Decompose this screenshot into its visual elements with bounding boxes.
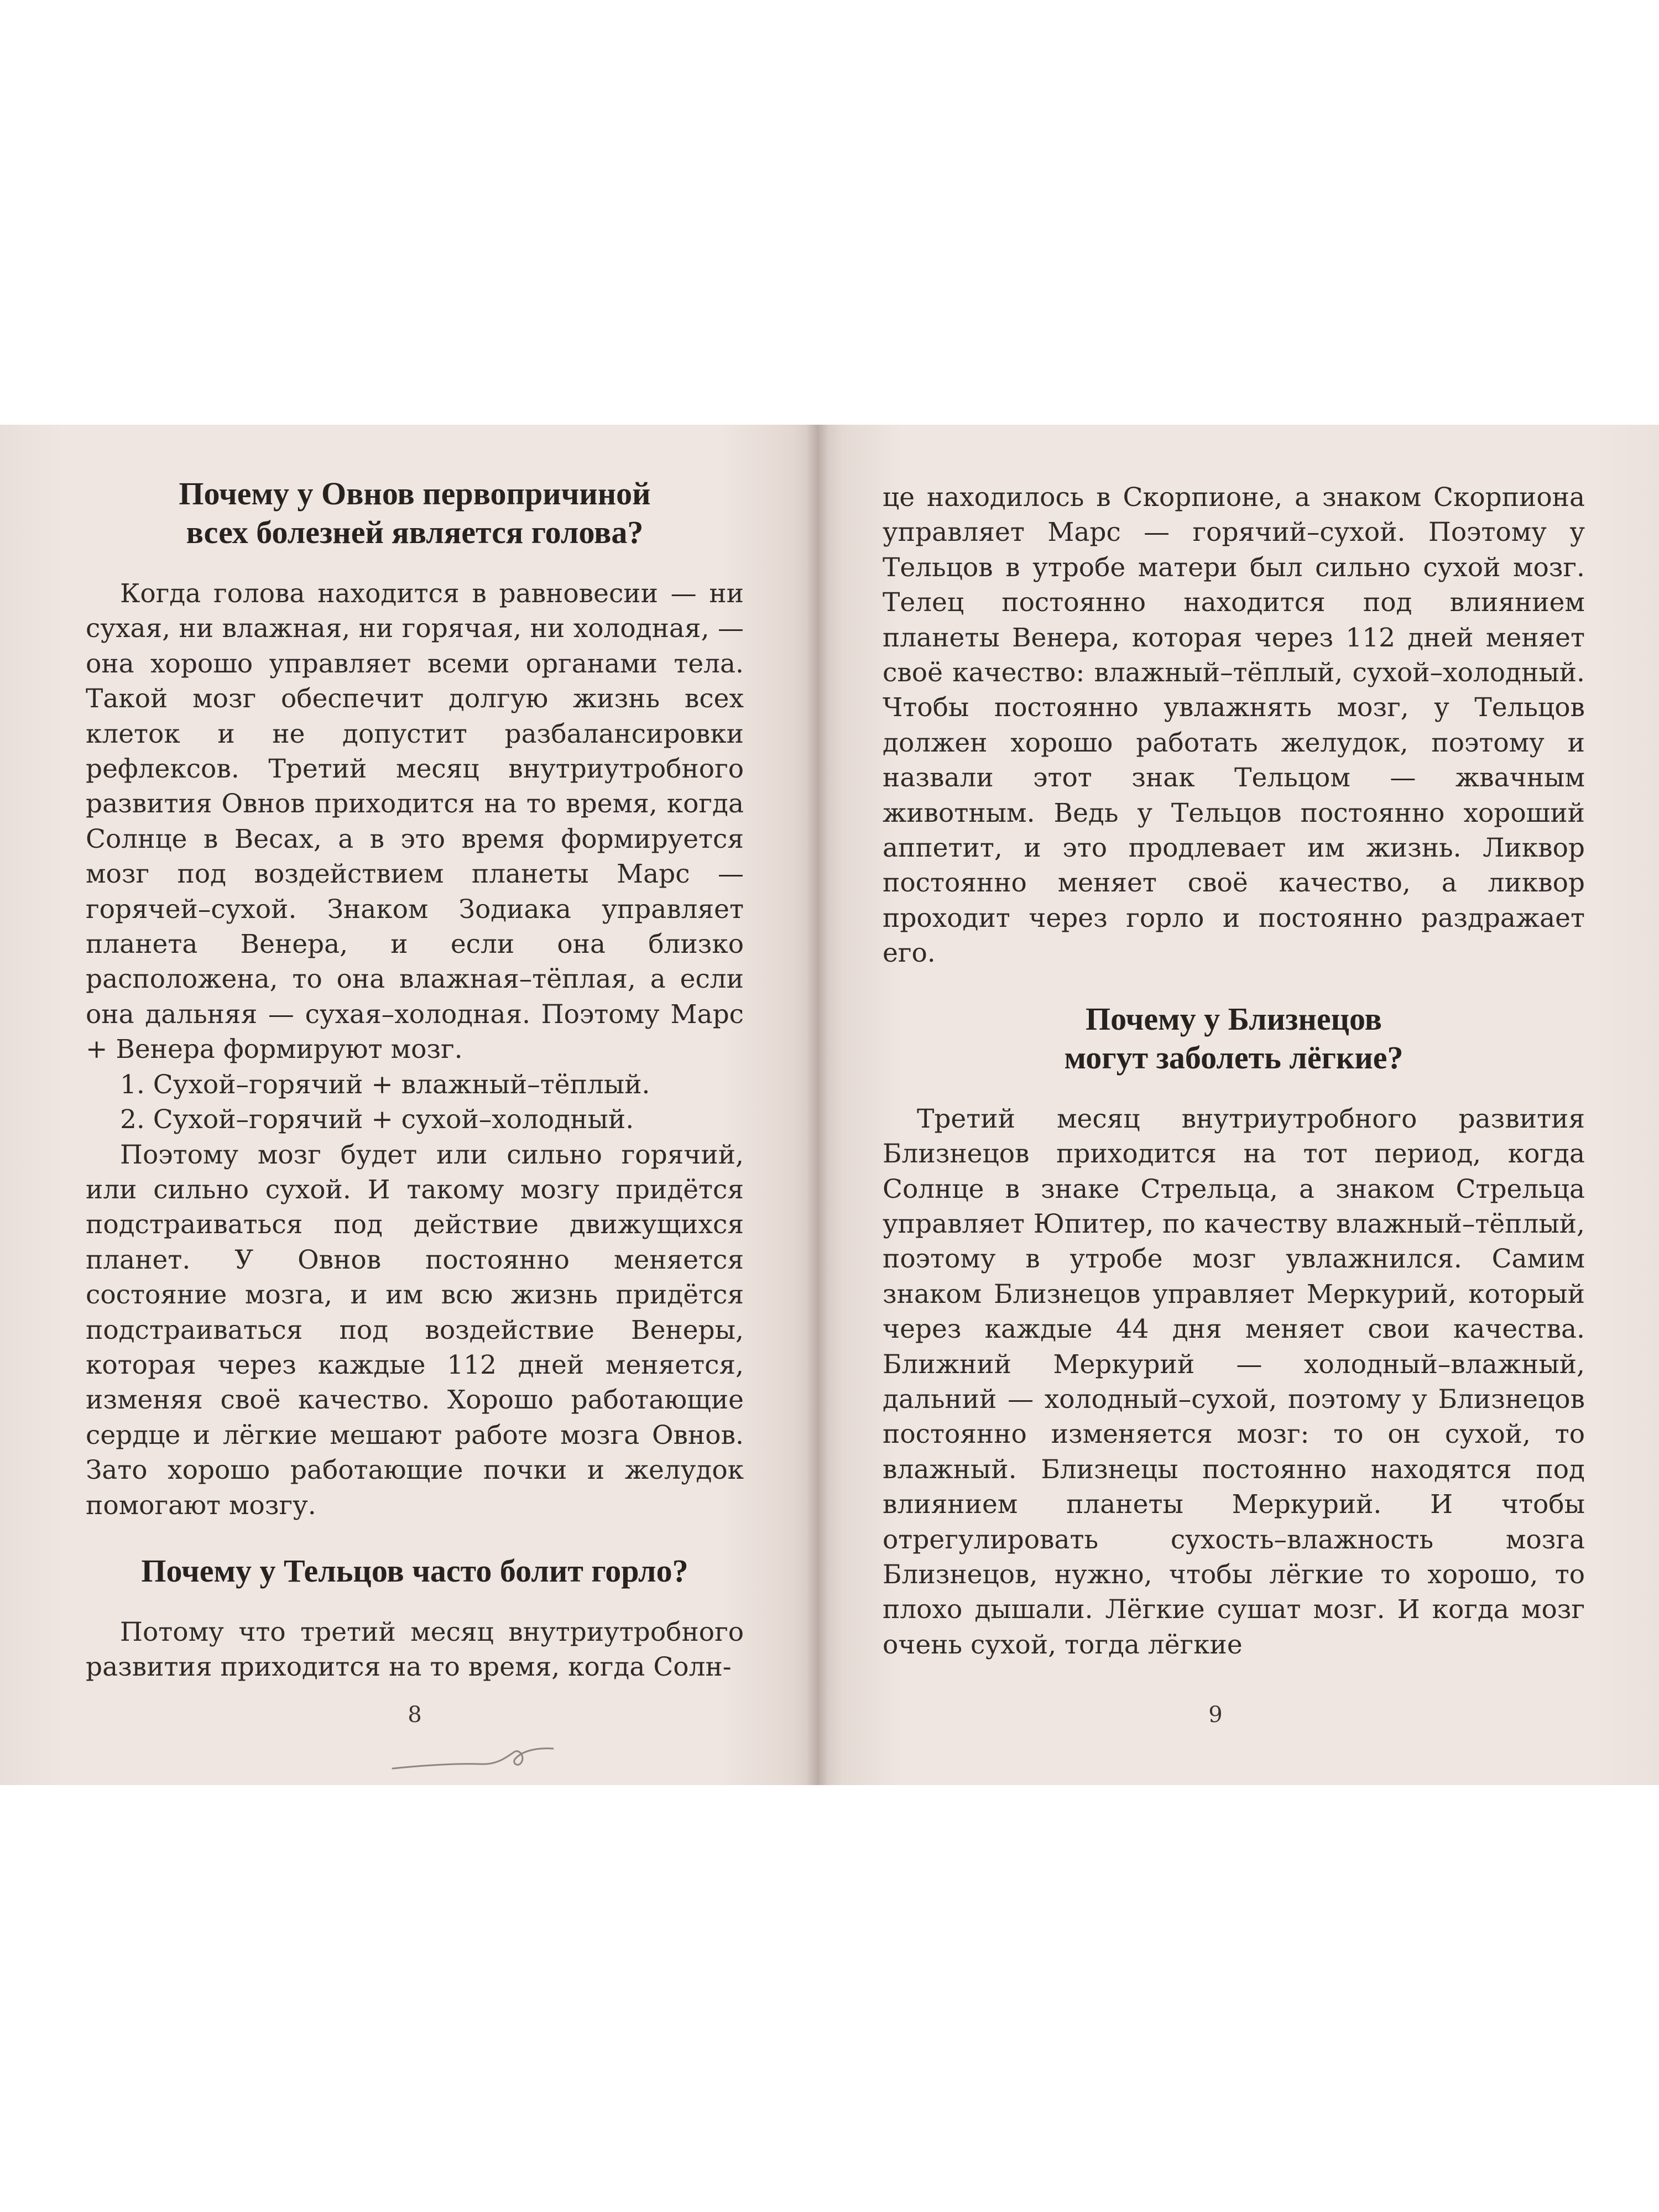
- left-page-text: [86, 474, 744, 1685]
- pencil-mark: [387, 1735, 586, 1780]
- paragraph-aries-list-2: 2. Сухой–горячий + сухой–холодный.: [120, 1104, 634, 1135]
- open-book-spread: [0, 425, 1659, 1785]
- right-page-text: [883, 480, 1585, 1662]
- heading-aries-line-2: всех болезней является голова?: [186, 514, 644, 550]
- paragraph-aries-2: Поэтому мозг будет или сильно горячий, или сильно сухой. И такому мозгу придётся подстраиваться под действие движущихся планет. У Овнов постоянно меняется состояние мозга, и им всю жизнь придётся подстраиваться под воздействие Венеры, которая через каждые 112 дней меняется, изменяя своё качество. Хорошо работающие сердце и лёгкие мешают работе мозга Овнов. Зато хорошо работающие почки и желудок помогают мозгу.: [86, 1139, 744, 1521]
- heading-aries-line-1: Почему у Овнов первопричиной: [179, 476, 651, 512]
- heading-aries: [86, 474, 744, 552]
- left-page: [0, 425, 817, 1785]
- page-number-right: 9: [1208, 1702, 1223, 1728]
- paragraph-aries-1: Когда голова находится в равновесии — ни сухая, ни влажная, ни горячая, ни холодная, — она хорошо управляет всеми органами тела. Такой мозг обеспечит долгую жизнь всех клеток и не допустит разбалансировки рефлексов. Третий месяц внутриутробного развития Овнов приходится на то время, когда Солнце в Весах, а в это время формируется мозг под воздействием планеты Марс — горячей–сухой. Знаком Зодиака управляет планета Венера, и если она близко расположена, то она влажная–тёплая, а если она дальняя — сухая–холодная. Поэтому Марс + Венера формируют мозг.: [86, 578, 744, 1065]
- paragraph-aries-list-1: 1. Сухой–горячий + влажный–тёплый.: [120, 1069, 650, 1100]
- heading-taurus: Почему у Тельцов часто болит горло?: [141, 1552, 688, 1589]
- right-page: [817, 425, 1659, 1785]
- heading-gemini: [883, 1000, 1585, 1077]
- heading-gemini-line-2: могут заболеть лёгкие?: [1064, 1039, 1404, 1076]
- paragraph-gemini: Третий месяц внутриутробного развития Близнецов приходится на тот период, когда Солнце в знаке Стрельца, а знаком Стрельца управляет Юпитер, по качеству влажный–тёплый, поэтому в утробе мозг увлажнился. Самим знаком Близнецов управляет Меркурий, который через каждые 44 дня меняет свои качества. Ближний Меркурий — холодный–влажный, дальний — холодный–сухой, поэтому у Близнецов постоянно изменяется мозг: то он сухой, то влажный. Близнецы постоянно находятся под влиянием планеты Меркурий. И чтобы отрегулировать сухость–влажность мозга Близнецов, нужно, чтобы лёгкие то хорошо, то плохо дышали. Лёгкие сушат мозг. И когда мозг очень сухой, тогда лёгкие: [883, 1103, 1585, 1660]
- paragraph-taurus-continued: це находилось в Скорпионе, а знаком Скорпиона управляет Марс — горячий–сухой. Поэтому у Тельцов в утробе матери был сильно сухой мозг. Телец постоянно находится под влиянием планеты Венера, которая через 112 дней меняет своё качество: влажный–тёплый, сухой–холодный. Чтобы постоянно увлажнять мозг, у Тельцов должен хорошо работать желудок, поэтому и назвали этот знак Тельцом — жвачным животным. Ведь у Тельцов постоянно хороший аппетит, и это продлевает им жизнь. Ликвор постоянно меняет своё качество, а ликвор проходит через горло и постоянно раздражает его.: [883, 482, 1585, 969]
- paragraph-taurus-start: Потому что третий месяц внутриутробного развития приходится на то время, когда Солн-: [86, 1616, 744, 1683]
- heading-gemini-line-1: Почему у Близнецов: [1086, 1000, 1382, 1037]
- page-number-left: 8: [408, 1702, 422, 1728]
